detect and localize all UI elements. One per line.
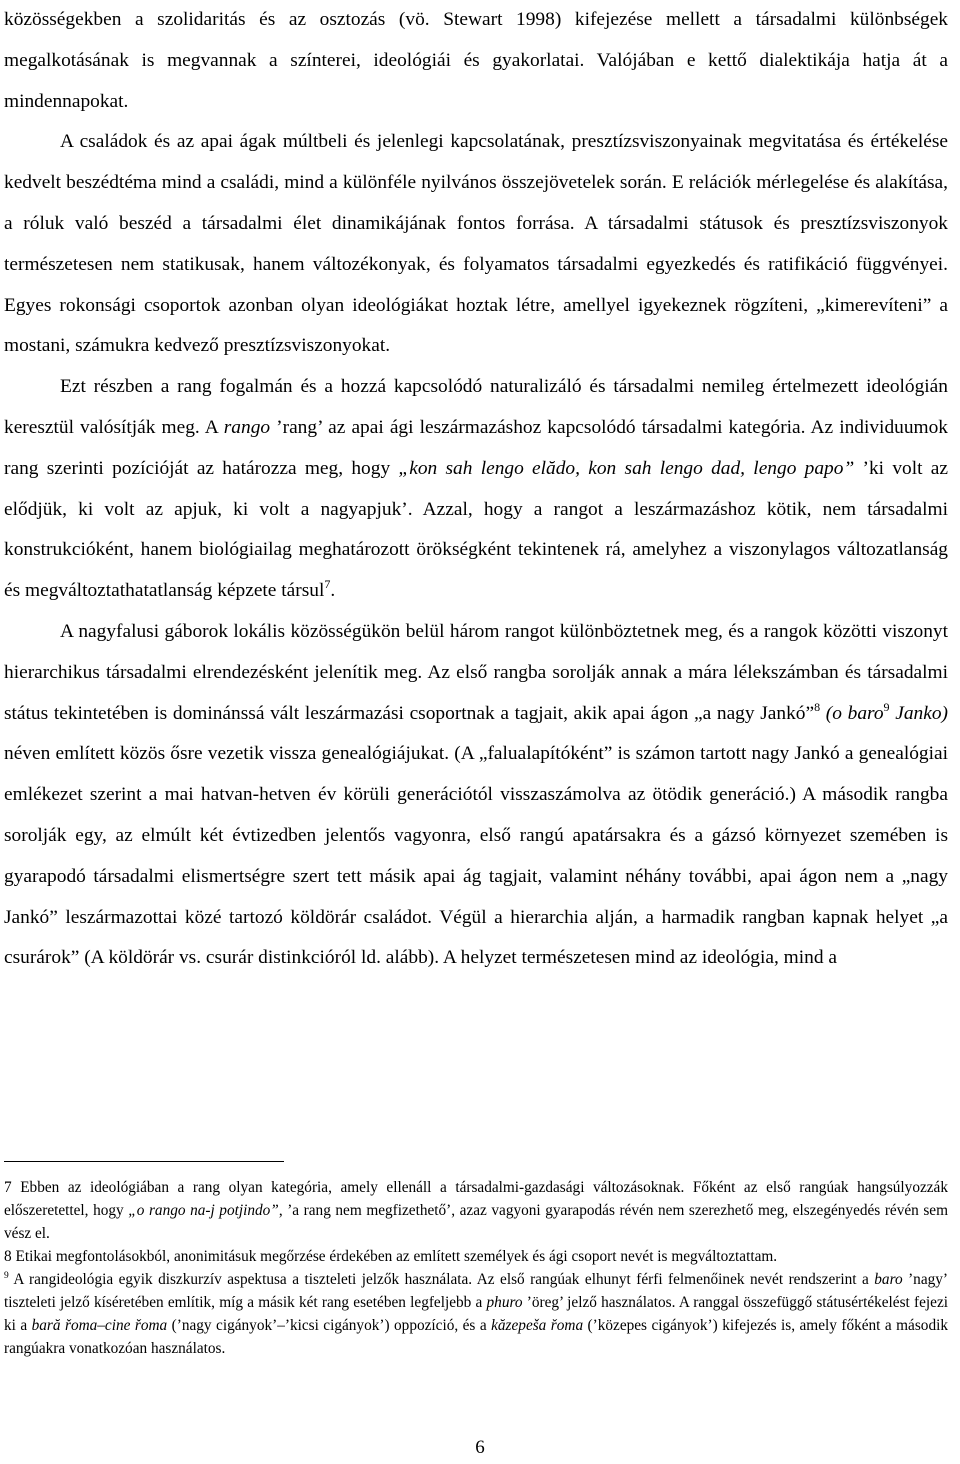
footnote-7-quote: „o rango na-j potjindo” bbox=[128, 1202, 279, 1219]
footnote-ref-8[interactable]: 8 bbox=[814, 699, 821, 714]
paragraph-4-text-a: A nagyfalusi gáborok lokális közösségükön belül három rangot különböztetnek meg, és a rangok közötti viszonyt hierarchikus társadalmi elrendezésként jelenítik meg. Az első rangba sorolják annak a mára lélekszámban és társadalmi státus tekintetében is dominánssá vált leszármazási csoportnak a tagjait, akik apai ágon „a nagy Jankó” bbox=[4, 620, 948, 724]
footnote-ref-7[interactable]: 7 bbox=[324, 577, 331, 592]
term-kazepesa-roma: kăzepeša řoma bbox=[491, 1317, 584, 1334]
paragraph-4-text-e: néven említett közös ősre vezetik vissza genealógiájukat. (A „falualapítóként” is számon tartott nagy Jankó a genealógiai emlékezet szerint a mai hatvan-hetven év körüli generációtól visszaszámolva az ötödik generáció.) A második rangba sorolják egy, az elmúlt két évtizedben jelentős vagyonra, első rangú apatársakra és a gázsó környezet szemében is gyarapodó társadalmi elismertségre szert tett másik apai ág tagjait, valamint néhány további, apai ágon nem a „nagy Jankó” leszármazottai közé tartozó köldörár családot. Végül a hierarchia alján, a harmadik rangban kapnak helyet „a csurárok” (A köldörár vs. csurár distinkcióról ld. alább). A helyzet természetesen mind az ideológia, mind a bbox=[4, 743, 948, 969]
paragraph-3-text-f: . bbox=[330, 580, 336, 602]
footnote-9-text-e: ’öreg’ jelző használatos. A ranggal összefüggő státusértékelést fejezi ki a bbox=[4, 1294, 948, 1334]
footnote-ref-9[interactable]: 9 bbox=[883, 699, 890, 714]
paragraph-3-text-c: ’rang’ az apai ági leszármazáshoz kapcsolódó társadalmi kategória. Az individuumok rang szerinti pozícióját az határozza meg, hogy bbox=[4, 416, 948, 479]
term-baro: baro bbox=[874, 1271, 903, 1288]
term-janko: Janko) bbox=[889, 702, 948, 724]
romani-quote: „kon sah lengo elădo, kon sah lengo dad, lengo papo” bbox=[398, 457, 855, 479]
term-rango: rango bbox=[223, 416, 271, 438]
footnote-9-text-g: (’nagy cigányok’–’kicsi cigányok’) oppozíció, és a bbox=[167, 1317, 492, 1334]
term-phuro: phuro bbox=[486, 1294, 523, 1311]
footnote-7-text-c: , ’a rang nem megfizethető’, azaz vagyoni gyarapodás révén nem szerezhető meg, elszegényedés révén sem vész el. bbox=[4, 1202, 948, 1242]
footnote-7 bbox=[4, 1176, 948, 1245]
paragraph-4 bbox=[4, 612, 948, 979]
paragraph-3-text-e: ’ki volt az elődjük, ki volt az apjuk, ki volt a nagyapjuk’. Azzal, hogy a rangot a leszármazáshoz kötik, nem társadalmi konstrukcióként, hanem biológiailag meghatározott örökségként tekintenek rá, amelyhez a viszonylagos változatlanság és megváltoztathatatlanság képzete társul bbox=[4, 457, 948, 602]
footnote-9-text-i: (’közepes cigányok’) kifejezés is, amely főként a második rangúakra vonatkozóan használatos. bbox=[4, 1317, 948, 1357]
paragraph-3 bbox=[4, 367, 948, 612]
footnote-9 bbox=[4, 1268, 948, 1360]
term-o-baro: (o baro bbox=[825, 702, 884, 724]
footnote-9-text-c: ’nagy’ tiszteleti jelző kíséretében említik, míg a másik két rang esetében legfeljebb a bbox=[4, 1271, 949, 1311]
footnotes bbox=[4, 1176, 948, 1360]
footnote-separator bbox=[4, 1161, 284, 1162]
paragraph-3-text-a: Ezt részben a rang fogalmán és a hozzá kapcsolódó naturalizáló és társadalmi nemileg értelmezett ideológián keresztül valósítják meg. A bbox=[4, 376, 948, 438]
footnote-8: 8 Etikai megfontolásokból, anonimitásuk megőrzése érdekében az említett személyek és ági csoport nevét is megváltoztattam. bbox=[4, 1248, 778, 1265]
paragraph-2: A családok és az apai ágak múltbeli és jelenlegi kapcsolatának, presztízsviszonyainak megvitatása és értékelése kedvelt beszédtéma mind a családi, mind a különféle nyilvános összejövetelek során. E relációk mérlegelése és alakítása, a róluk való beszéd a társadalmi élet dinamikájának fontos forrása. A társadalmi státusok és presztízsviszonyok természetesen nem statikusak, hanem változékonyak, és folyamatos társadalmi egyezkedés és ratifikáció függvényei. Egyes rokonsági csoportok azonban olyan ideológiákat hoztak létre, amellyel igyekeznek rögzíteni, „kimerevíteni” a mostani, számukra kedvező presztízsviszonyokat. bbox=[4, 131, 948, 357]
footnote-9-text-a: A rangideológia egyik diszkurzív aspektusa a tiszteleti jelzők használata. Az első rangúak elhunyt férfi felmenőinek nevét rendszerint a bbox=[8, 1271, 875, 1288]
page-number: 6 bbox=[475, 1437, 485, 1458]
paragraph-1: közösségekben a szolidaritás és az osztozás (vö. Stewart 1998) kifejezése mellett a társadalmi különbségek megalkotásának is megvannak a színterei, ideológiái és gyakorlatai. Valójában e kettő dialektikája hatja át a mindennapokat. bbox=[4, 9, 948, 112]
footnote-9-number: 9 bbox=[4, 1270, 9, 1281]
body-text bbox=[4, 0, 948, 979]
footnote-7-text-a: 7 Ebben az ideológiában a rang olyan kategória, amely ellenáll a társadalmi-gazdasági változásoknak. Főként az első rangúak hangsúlyozzák előszeretettel, hogy bbox=[4, 1179, 948, 1219]
term-bara-roma-cine-roma: bară řoma–cine řoma bbox=[31, 1317, 168, 1334]
